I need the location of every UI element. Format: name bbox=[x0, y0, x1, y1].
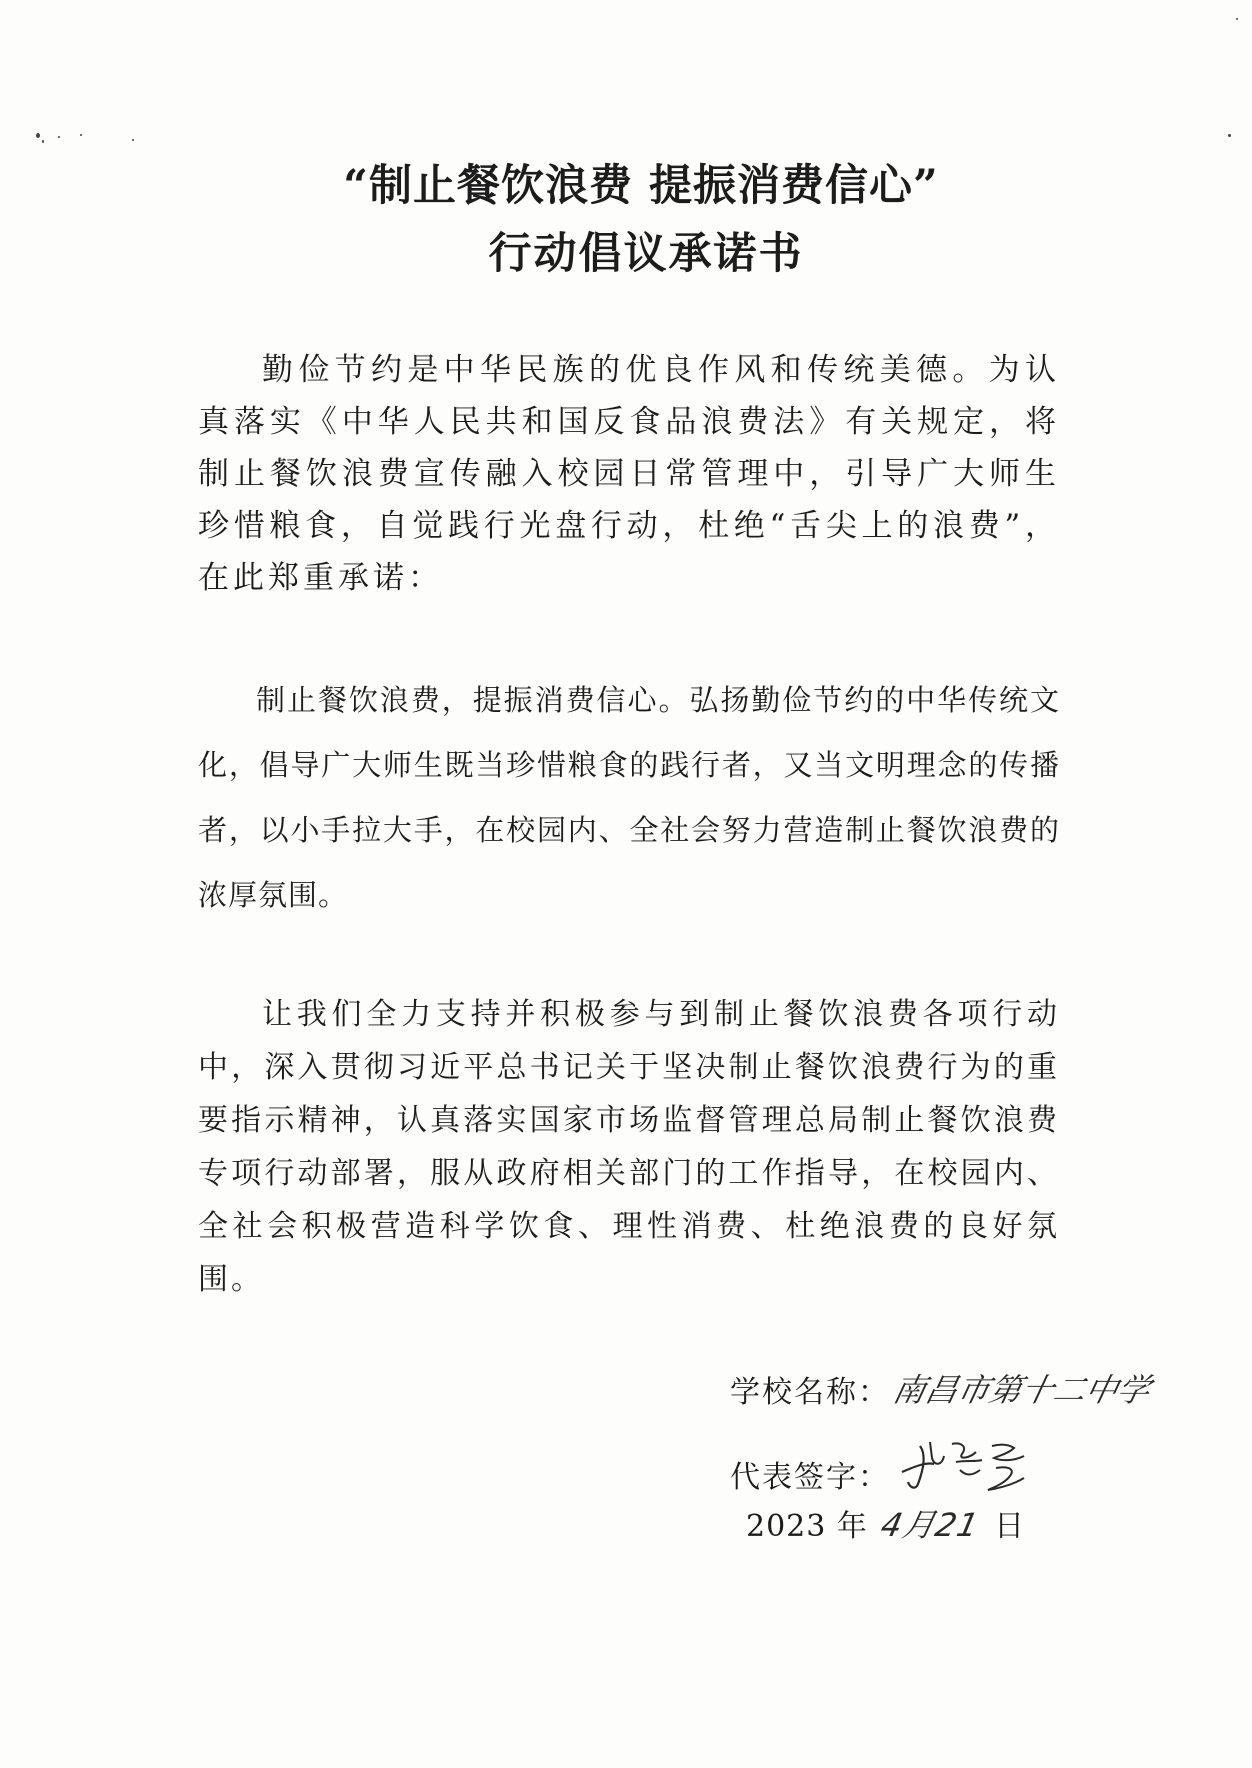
scan-speck bbox=[80, 134, 82, 136]
scan-speck bbox=[42, 140, 44, 143]
scan-speck bbox=[58, 136, 60, 138]
scan-speck bbox=[1236, 18, 1238, 20]
scan-speck bbox=[132, 139, 134, 141]
scan-speck bbox=[36, 133, 40, 138]
scan-speck bbox=[1228, 134, 1231, 137]
handwritten-signature bbox=[896, 1432, 1036, 1496]
date-month-day-handwritten: 4月21 bbox=[877, 1506, 984, 1544]
signer-label: 代表签字： bbox=[730, 1460, 890, 1495]
school-name-handwritten: 南昌市第十二中学 bbox=[889, 1371, 1154, 1409]
school-name-row bbox=[730, 1365, 1154, 1411]
document-title-line2: 行动倡议承诺书 bbox=[488, 229, 804, 279]
paragraph-commitment: 制止餐饮浪费，提振消费信心。弘扬勤俭节约的中华传统文化，倡导广大师生既当珍惜粮食的践行者，又当文明理念的传播者，以小手拉大手，在校园内、全社会努力营造制止餐饮浪费的浓厚氛围。 bbox=[198, 683, 1060, 912]
date-year: 2023 bbox=[746, 1509, 827, 1544]
date-day-unit: 日 bbox=[994, 1509, 1026, 1544]
school-name-label: 学校名称： bbox=[730, 1375, 890, 1410]
paragraph-intro: 勤俭节约是中华民族的优良作风和传统美德。为认真落实《中华人民共和国反食品浪费法》有关规定，将制止餐饮浪费宣传融入校园日常管理中，引导广大师生珍惜粮食，自觉践行光盘行动，杜绝“舌尖上的浪费”，在此郑重承诺： bbox=[198, 352, 1060, 596]
paragraph-support: 让我们全力支持并积极参与到制止餐饮浪费各项行动中，深入贯彻习近平总书记关于坚决制止餐饮浪费行为的重要指示精神，认真落实国家市场监督管理总局制止餐饮浪费专项行动部署，服从政府相关部门的工作指导，在校园内、全社会积极营造科学饮食、理性消费、杜绝浪费的良好氛围。 bbox=[198, 997, 1060, 1297]
date-row bbox=[746, 1500, 1025, 1546]
signer-row bbox=[730, 1432, 1036, 1496]
document-title-line1: “制止餐饮浪费 提振消费信心” bbox=[343, 161, 939, 211]
date-year-unit: 年 bbox=[836, 1509, 868, 1544]
